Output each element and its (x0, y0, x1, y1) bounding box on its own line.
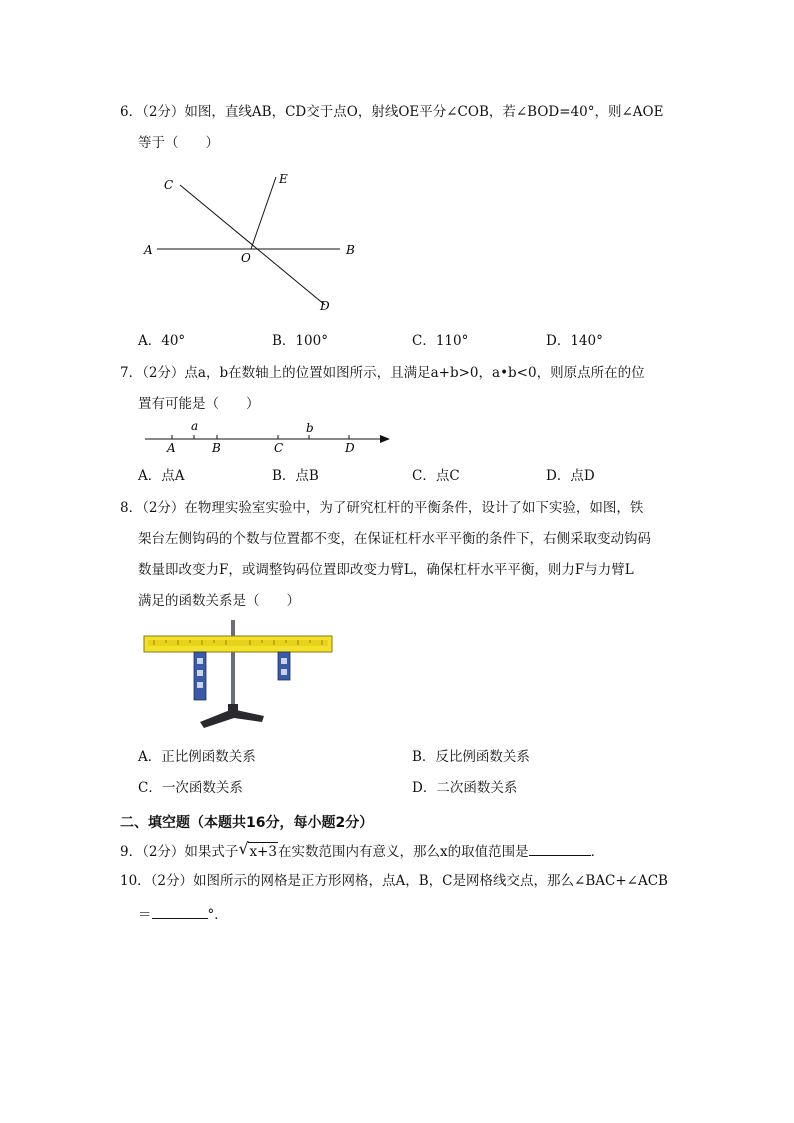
q7-choice-c: C．点C (412, 468, 460, 484)
q8-choice-d: D．二次函数关系 (412, 780, 518, 796)
q7-number-line (140, 418, 400, 460)
q8-choice-a: A．正比例函数关系 (138, 749, 256, 765)
q6-choice-a: A．40° (138, 333, 186, 349)
q8-line4: 满足的函数关系是（ ） (138, 593, 300, 609)
q10-line2 (138, 904, 228, 924)
q6-line2: 等于（ ） (138, 135, 219, 151)
q9-line (120, 841, 604, 861)
q7-line2: 置有可能是（ ） (138, 396, 260, 412)
q9-text-before: 9．（2分）如果式子 (120, 844, 239, 860)
q7-label-a: a (191, 419, 199, 433)
q7-choice-d: D．点D (546, 468, 595, 484)
q6-figure (140, 165, 370, 315)
q9-text-after: 在实数范围内有意义，那么x的取值范围是 (277, 844, 529, 860)
q10-line1: 10．（2分）如图所示的网格是正方形网格，点A，B，C是网格线交点，那么∠BAC+∠ACB (120, 873, 668, 889)
q8-line2: 架台左侧钩码的个数与位置都不变，在保证杠杆水平平衡的条件下，右侧采取变动钩码 (138, 531, 651, 547)
q7-line1: 7．（2分）点a，b在数轴上的位置如图所示，且满足a+b>0，a•b<0，则原点所在的位 (120, 365, 645, 381)
q6-label-C: C (164, 178, 174, 192)
q7-choice-a: A．点A (138, 468, 185, 484)
q7-label-C: C (274, 441, 284, 455)
q10-equals: ＝ (138, 907, 152, 923)
q9-answer-blank[interactable] (529, 841, 591, 856)
q6-choice-d: D．140° (546, 333, 603, 349)
q6-label-E: E (279, 172, 288, 186)
q6-label-D: D (320, 299, 330, 313)
q6-choice-b: B．100° (272, 333, 328, 349)
q8-lever-photo (142, 618, 334, 730)
q10-degree: °． (207, 907, 228, 923)
q7-label-b: b (306, 421, 314, 435)
q7-label-D: D (345, 441, 355, 455)
q9-text-end: ． (590, 844, 605, 860)
q9-radicand: x+3 (249, 844, 277, 860)
q6-line1: 6．（2分）如图，直线AB，CD交于点O，射线OE平分∠COB，若∠BOD=40°，则∠AOE (120, 104, 664, 120)
sqrt-icon: √ (238, 839, 249, 858)
q10-answer-blank[interactable] (152, 904, 208, 919)
q6-label-B: B (346, 243, 355, 257)
section-heading: 二、填空题（本题共16分，每小题2分） (120, 815, 374, 831)
q7-choice-b: B．点B (272, 468, 319, 484)
q6-label-O: O (241, 251, 251, 265)
q8-choice-b: B．反比例函数关系 (412, 749, 530, 765)
q6-choice-c: C．110° (412, 333, 469, 349)
q8-choice-c: C．一次函数关系 (138, 780, 243, 796)
q7-label-B: B (212, 441, 221, 455)
q7-label-A: A (167, 441, 176, 455)
q9-sqrt-expression (238, 839, 278, 861)
q8-line1: 8．（2分）在物理实验室实验中，为了研究杠杆的平衡条件，设计了如下实验，如图，铁 (120, 500, 644, 516)
q8-line3: 数量即改变力F，或调整钩码位置即改变力臂L，确保杠杆水平平衡，则力F与力臂L (138, 562, 634, 578)
q6-label-A: A (144, 243, 153, 257)
